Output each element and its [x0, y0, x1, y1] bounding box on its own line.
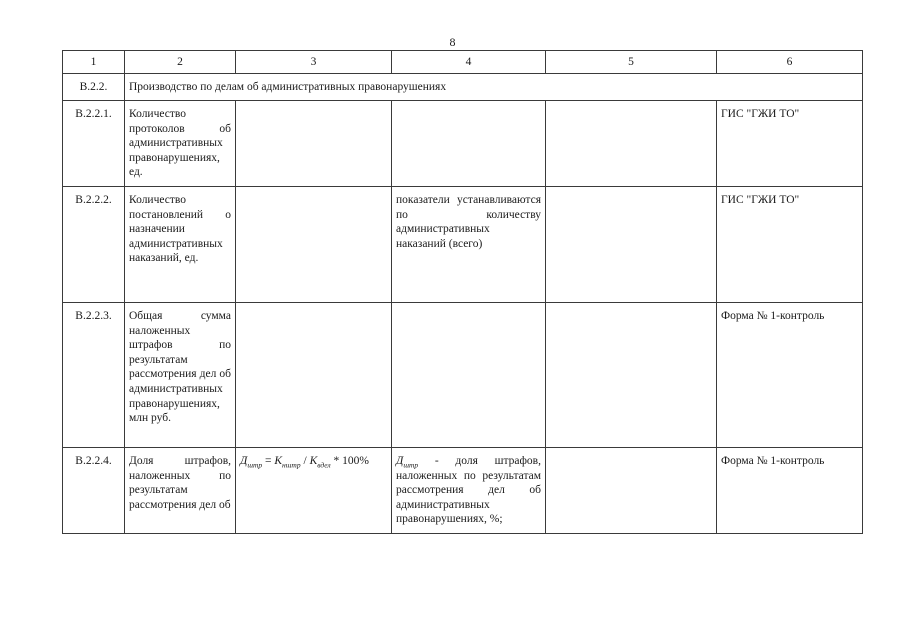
row-description: показатели устанавливаются по количеству административных наказаний (всего) [392, 187, 546, 303]
row-formula [236, 101, 392, 187]
row-source: ГИС "ГЖИ ТО" [717, 187, 863, 303]
formula-tail: * 100% [330, 455, 369, 467]
row-code: В.2.2.3. [63, 303, 125, 448]
row-source: Форма № 1-контроль [717, 448, 863, 534]
description-symbol-sub: штр [403, 460, 419, 470]
row-source: ГИС "ГЖИ ТО" [717, 101, 863, 187]
row-col5 [546, 448, 717, 534]
row-col5 [546, 303, 717, 448]
formula-lhs-sub: штр [247, 460, 263, 470]
section-title: Производство по делам об административных правонарушениях [125, 74, 863, 101]
page-number: 8 [449, 35, 456, 49]
table-row [63, 187, 863, 303]
row-indicator-name: Доля штрафов, наложенных по результатам рассмотрения дел об [125, 448, 236, 534]
header-cell: 4 [392, 51, 546, 74]
row-formula [236, 448, 392, 534]
row-formula [236, 303, 392, 448]
table-row [63, 448, 863, 534]
header-cell: 1 [63, 51, 125, 74]
description-symbol: Д [396, 455, 404, 467]
row-description [392, 448, 546, 534]
row-description [392, 101, 546, 187]
indicators-table [62, 50, 863, 534]
row-indicator-name: Количество протоколов об административных правонарушениях, ед. [125, 101, 236, 187]
header-cell: 6 [717, 51, 863, 74]
formula-num: К [274, 455, 283, 467]
description-text: - доля штрафов, наложенных по результатам рассмотрения дел об административных правонарушениях, %; [396, 455, 541, 526]
formula-eq: = [262, 455, 275, 467]
header-cell: 5 [546, 51, 717, 74]
formula-num-sub: нштр [282, 460, 301, 470]
row-code: В.2.2.4. [63, 448, 125, 534]
table-row [63, 101, 863, 187]
table-row [63, 303, 863, 448]
section-row [63, 74, 863, 101]
formula-div: / [300, 455, 310, 467]
row-description [392, 303, 546, 448]
row-code: В.2.2.1. [63, 101, 125, 187]
header-row [63, 51, 863, 74]
row-formula [236, 187, 392, 303]
row-indicator-name: Общая сумма наложенных штрафов по результатам рассмотрения дел об административных правонарушениях, млн руб. [125, 303, 236, 448]
formula-den-sub: вдел [317, 460, 331, 470]
formula-den: К [309, 455, 318, 467]
row-indicator-name: Количество постановлений о назначении административных наказаний, ед. [125, 187, 236, 303]
header-cell: 3 [236, 51, 392, 74]
section-code: В.2.2. [63, 74, 125, 101]
row-col5 [546, 187, 717, 303]
formula-lhs: Д [240, 455, 248, 467]
header-cell: 2 [125, 51, 236, 74]
row-code: В.2.2.2. [63, 187, 125, 303]
row-col5 [546, 101, 717, 187]
row-source: Форма № 1-контроль [717, 303, 863, 448]
